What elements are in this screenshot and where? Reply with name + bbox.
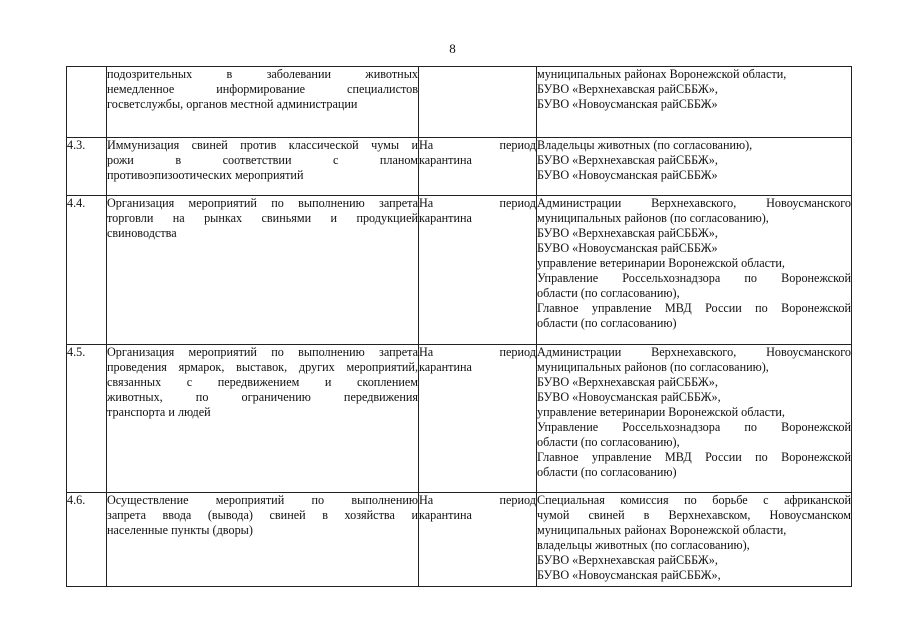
term-word: карантина <box>419 211 472 225</box>
table-row <box>67 67 852 138</box>
responsible-line: БУВО «Новоусманская райСББЖ», <box>537 390 721 404</box>
term-cell <box>419 493 537 587</box>
responsible-line: области (по согласованию) <box>537 465 677 479</box>
responsible-cell <box>537 493 852 587</box>
term-word: На <box>419 345 434 359</box>
term-word: период <box>499 196 536 210</box>
responsible-line: БУВО «Новоусманская райСББЖ» <box>537 241 718 255</box>
table-row <box>67 196 852 345</box>
row-number: 4.5. <box>67 345 107 493</box>
responsible-line: владельцы животных (по согласованию), <box>537 538 750 552</box>
task-line: свиноводства <box>107 226 177 240</box>
responsible-line: муниципальных районов (по согласованию), <box>537 211 769 225</box>
task-line: проведения ярмарок, выставок, других мероприятий, <box>107 360 418 374</box>
term-word: На <box>419 196 434 210</box>
table-row <box>67 493 852 587</box>
measures-table <box>66 66 852 587</box>
row-number: 4.3. <box>67 138 107 196</box>
task-line: Организация мероприятий по выполнению запрета <box>107 196 418 210</box>
row-number: 4.4. <box>67 196 107 345</box>
term-cell <box>419 138 537 196</box>
responsible-line: БУВО «Верхнехавская райСББЖ», <box>537 226 718 240</box>
task-line: животных, по ограничению передвижения <box>107 390 418 404</box>
term-word: карантина <box>419 360 472 374</box>
task-cell <box>107 138 419 196</box>
term-word: На <box>419 493 434 507</box>
responsible-cell <box>537 345 852 493</box>
term-word: карантина <box>419 508 472 522</box>
responsible-line: БУВО «Верхнехавская райСББЖ», <box>537 553 718 567</box>
task-line: противоэпизоотических мероприятий <box>107 168 304 182</box>
term-word: период <box>499 345 536 359</box>
responsible-line: БУВО «Верхнехавская райСББЖ», <box>537 375 718 389</box>
task-line: Организация мероприятий по выполнению запрета <box>107 345 418 359</box>
row-number <box>67 67 107 138</box>
responsible-line: Владельцы животных (по согласованию), <box>537 138 753 152</box>
task-line: немедленное информирование специалистов <box>107 82 418 96</box>
term-word: период <box>499 493 536 507</box>
term-cell <box>419 196 537 345</box>
responsible-line: области (по согласованию), <box>537 435 680 449</box>
responsible-line: управление ветеринарии Воронежской области, <box>537 405 785 419</box>
responsible-cell <box>537 196 852 345</box>
row-number: 4.6. <box>67 493 107 587</box>
task-line: населенные пункты (дворы) <box>107 523 253 537</box>
task-line: транспорта и людей <box>107 405 211 419</box>
table-row <box>67 345 852 493</box>
task-line: запрета ввода (вывода) свиней в хозяйства и <box>107 508 418 522</box>
term-cell <box>419 345 537 493</box>
responsible-line: Администрации Верхнехавского, Новоусманского <box>537 196 851 210</box>
responsible-line: Главное управление МВД России по Воронежской <box>537 301 851 315</box>
responsible-line: Управление Россельхознадзора по Воронежской <box>537 420 851 434</box>
responsible-line: БУВО «Верхнехавская райСББЖ», <box>537 82 718 96</box>
task-line: торговли на рынках свиньями и продукцией <box>107 211 418 225</box>
task-cell <box>107 196 419 345</box>
term-cell <box>419 67 537 138</box>
task-cell <box>107 345 419 493</box>
task-line: Осуществление мероприятий по выполнению <box>107 493 418 507</box>
responsible-line: БУВО «Верхнехавская райСББЖ», <box>537 153 718 167</box>
responsible-line: Управление Россельхознадзора по Воронежской <box>537 271 851 285</box>
page-number: 8 <box>449 41 456 56</box>
task-cell <box>107 493 419 587</box>
responsible-line: Специальная комиссия по борьбе с африканской <box>537 493 851 507</box>
responsible-line: области (по согласованию), <box>537 286 680 300</box>
term-word: период <box>499 138 536 152</box>
task-line: Иммунизация свиней против классической чумы и <box>107 138 418 152</box>
task-line: подозрительных в заболевании животных <box>107 67 418 81</box>
responsible-cell <box>537 67 852 138</box>
responsible-line: муниципальных районов (по согласованию), <box>537 360 769 374</box>
table-row <box>67 138 852 196</box>
responsible-line: муниципальных районах Воронежской области, <box>537 67 787 81</box>
task-line: госветслужбы, органов местной администрации <box>107 97 358 111</box>
responsible-line: области (по согласованию) <box>537 316 677 330</box>
term-word: карантина <box>419 153 472 167</box>
responsible-cell <box>537 138 852 196</box>
responsible-line: муниципальных районах Воронежской области, <box>537 523 787 537</box>
responsible-line: управление ветеринарии Воронежской области, <box>537 256 785 270</box>
responsible-line: Администрации Верхнехавского, Новоусманского <box>537 345 851 359</box>
task-line: связанных с передвижением и скоплением <box>107 375 418 389</box>
task-cell <box>107 67 419 138</box>
responsible-line: Главное управление МВД России по Воронежской <box>537 450 851 464</box>
task-line: рожи в соответствии с планом <box>107 153 418 167</box>
responsible-line: БУВО «Новоусманская райСББЖ», <box>537 568 721 582</box>
responsible-line: БУВО «Новоусманская райСББЖ» <box>537 168 718 182</box>
term-word: На <box>419 138 434 152</box>
responsible-line: чумой свиней в Верхнехавском, Новоусманском <box>537 508 851 522</box>
responsible-line: БУВО «Новоусманская райСББЖ» <box>537 97 718 111</box>
